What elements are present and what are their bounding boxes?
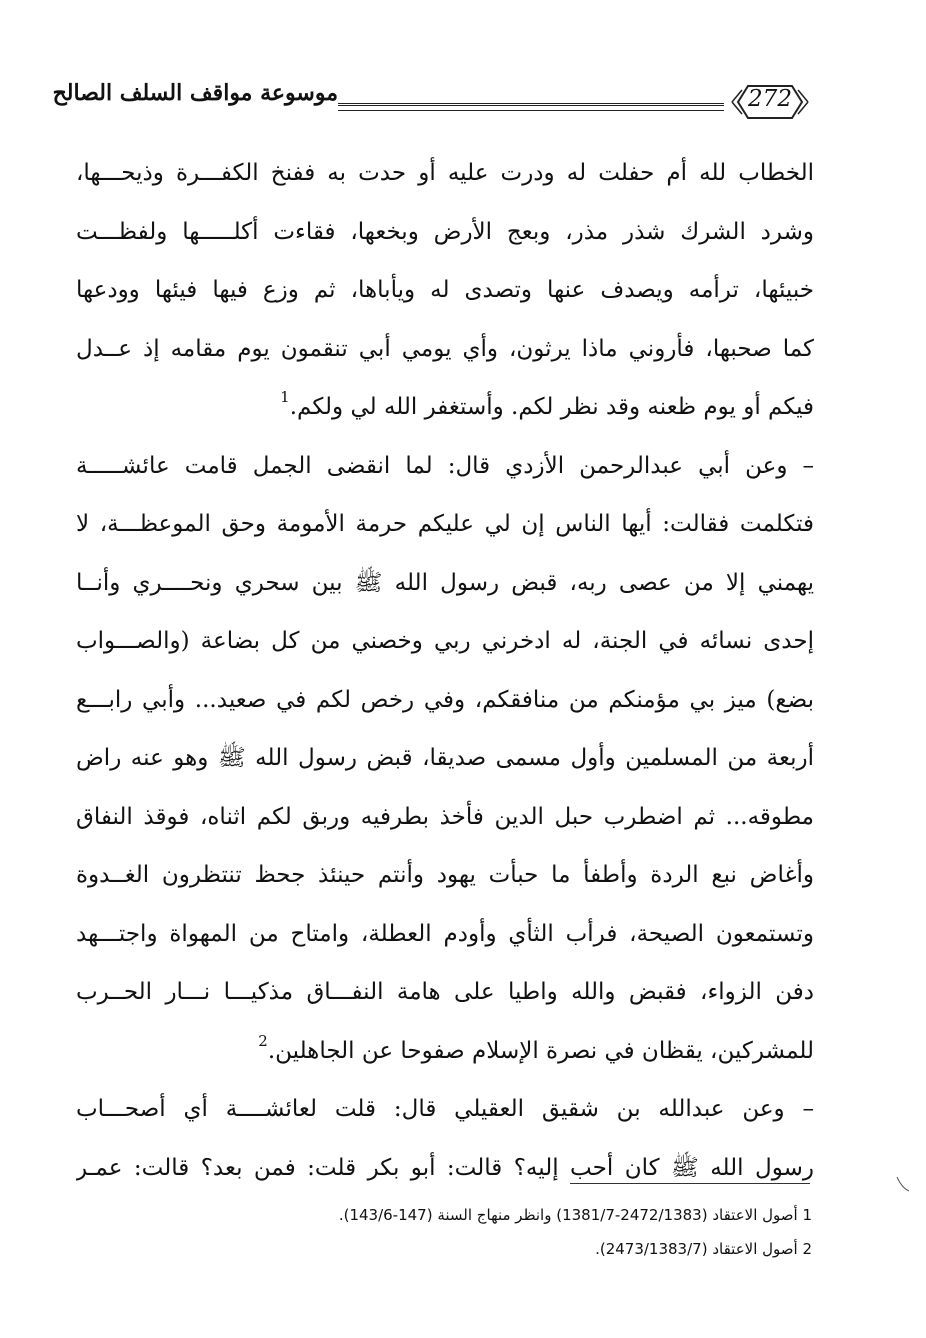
page-number-badge: [728, 80, 812, 124]
text-line: مطوقه... ثم اضطرب حبل الدين فأخذ بطرفيه وربق لكم اثناه، فوقذ النفاق: [76, 803, 814, 830]
book-title: موسوعة مواقف السلف الصالح: [52, 80, 338, 106]
text-line: خبيئها، ترأمه ويصدف عنها وتصدى له ويأباها، ثم وزع فيها فيئها وودعها: [76, 277, 814, 303]
page-number: 272: [748, 86, 792, 112]
text-line: رسول الله ﷺ كان أحب إليه؟ قالت: أبو بكر قلت: فمن بعد؟ قالت: عمـر: [76, 1154, 814, 1181]
text-line: دفن الزواء، فقبض والله واطيا على هامة النفـــاق مذكيـــا نـــار الحــرب: [76, 979, 814, 1005]
footnote-ref[interactable]: 2: [258, 1031, 268, 1050]
text-line: وأغاض نبع الردة وأطفأ ما حبأت يهود وأنتم حينئذ جحظ تنتظرون الغــدوة: [76, 862, 814, 888]
main-text: [76, 150, 814, 1203]
text-line: كما صحبها، فأروني ماذا يرثون، وأي يومي أبي تنقمون يوم مقامه إذ عــدل: [76, 335, 814, 362]
text-line: وشرد الشرك شذر مذر، وبعج الأرض وبخعها، فقاءت أكلـــــها ولفظـــت: [76, 218, 814, 245]
text-line: أربعة من المسلمين وأول مسمى صديقا، قبض رسول الله ﷺ وهو عنه راض: [76, 745, 814, 771]
footnote-item: 1 أصول الاعتقاد (2472/1383-1381/7) وانظر منهاج السنة (147-143/6).: [338, 1206, 812, 1224]
text-line-content: للمشركين، يقظان في نصرة الإسلام صفوحا عن الجاهلين.: [267, 1037, 814, 1064]
footnote-item: 2 أصول الاعتقاد (2473/1383/7).: [595, 1240, 812, 1258]
text-line: بضع) ميز بي مؤمنكم من منافقكم، وفي رخص لكم في صعيد... وأبي رابـــع: [76, 686, 814, 713]
text-line: وتستمعون الصيحة، فرأب الثأي وأودم العطلة، وامتاح من المهواة واجتـــهد: [76, 920, 814, 947]
text-line: فتكلمت فقالت: أيها الناس إن لي عليكم حرمة الأمومة وحق الموعظـــة، لا: [76, 511, 814, 537]
text-line: [76, 1028, 814, 1087]
footnote-divider: [570, 1183, 810, 1184]
text-line: – وعن أبي عبدالرحمن الأزدي قال: لما انقضى الجمل قامت عائشـــــة: [76, 452, 814, 479]
header-rule-thin: [338, 110, 724, 111]
footnote-ref[interactable]: 1: [280, 388, 290, 406]
footnotes: [150, 1198, 812, 1266]
text-line: يهمني إلا من عصى ربه، قبض رسول الله ﷺ بين سحري ونحــــري وأنــا: [76, 569, 814, 596]
text-line: الخطاب لله أم حفلت له ودرت عليه أو حدت به ففنخ الكفـــرة وذيحـــها،: [76, 160, 814, 186]
text-line: إحدى نسائه في الجنة، له ادخرني ربي وخصني من كل بضاعة (والصـــواب: [76, 628, 814, 654]
header-rule: [338, 103, 724, 106]
page-header: [52, 72, 812, 152]
text-line: – وعن عبدالله بن شقيق العقيلي قال: قلت لعائشــــة أي أصحـــاب: [76, 1096, 814, 1122]
scan-mark-icon: [896, 1176, 910, 1192]
text-line-content: فيكم أو يوم ظعنه وقد نظر لكم. وأستغفر الله لي ولكم.: [289, 394, 814, 420]
text-line: [76, 384, 814, 443]
